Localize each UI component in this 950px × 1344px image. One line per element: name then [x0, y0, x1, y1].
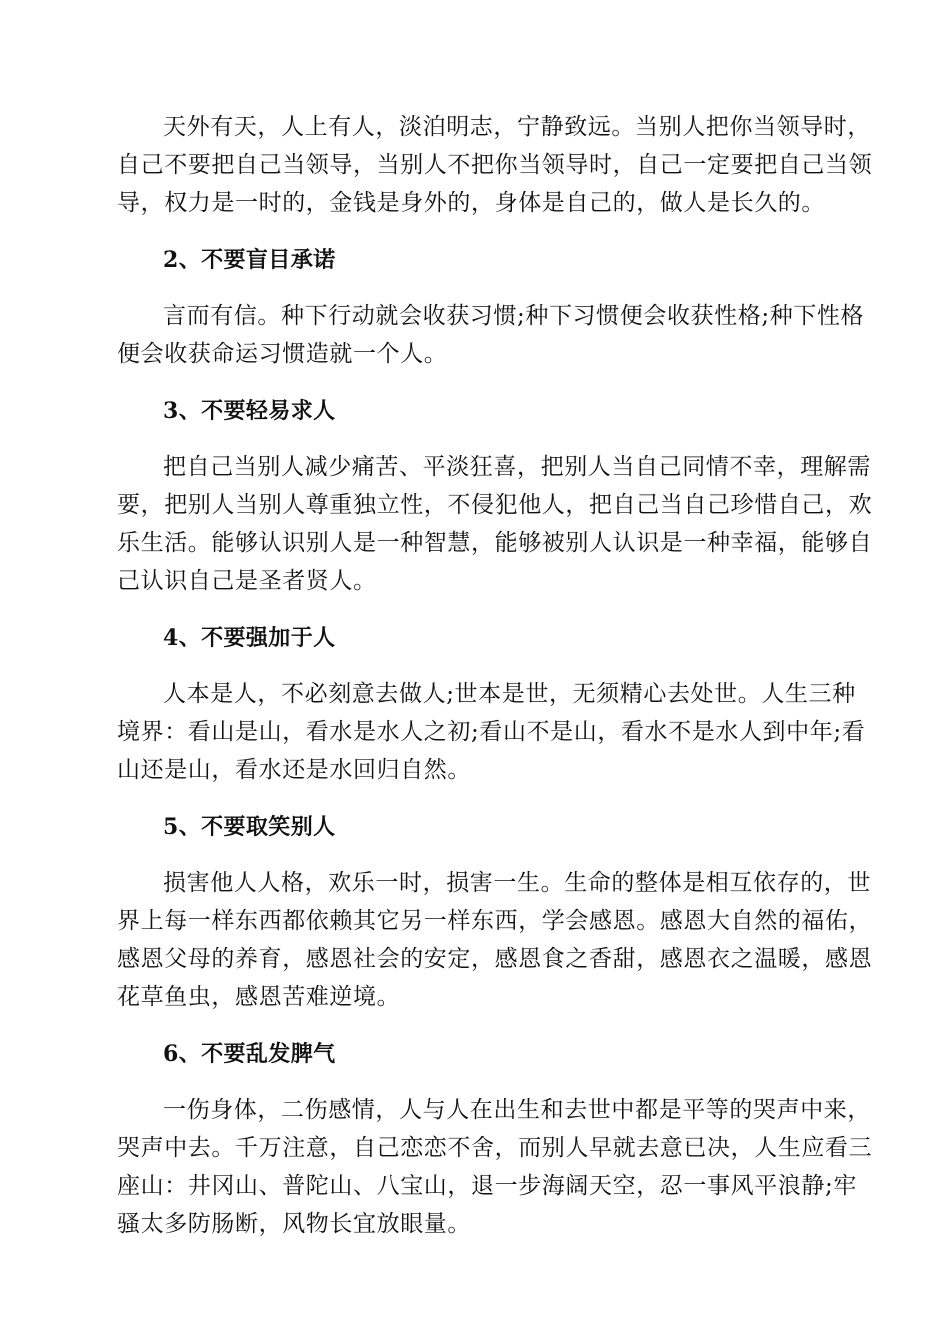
text-line: 人本是人，不必刻意去做人;世本是世，无须精心去处世。人生三种: [163, 681, 856, 707]
text-line: 山还是山，看水还是水回归自然。: [117, 757, 471, 783]
text-line: 骚太多防肠断，风物长宜放眼量。: [117, 1211, 471, 1237]
text-line: 导，权力是一时的，金钱是身外的，身体是自己的，做人是长久的。: [117, 190, 825, 216]
section-heading-6: 6、不要乱发脾气: [163, 1041, 336, 1067]
paragraph-section-5: [117, 864, 873, 1016]
text-line: 座山：井冈山、普陀山、八宝山，退一步海阔天空，忍一事风平浪静;牢: [117, 1173, 857, 1199]
paragraph-section-3: [117, 448, 873, 600]
section-heading-4: 4、不要强加于人: [163, 625, 336, 651]
section-heading-3: 3、不要轻易求人: [163, 398, 336, 424]
text-line: 要，把别人当别人尊重独立性，不侵犯他人，把自己当自己珍惜自己，欢: [117, 492, 873, 518]
paragraph-section-2: [117, 297, 865, 373]
text-line: 己认识自己是圣者贤人。: [117, 568, 377, 594]
section-heading-5: 5、不要取笑别人: [163, 814, 336, 840]
text-line: 界上每一样东西都依赖其它另一样东西，学会感恩。感恩大自然的福佑，: [117, 908, 873, 934]
text-line: 天外有天，人上有人，淡泊明志，宁静致远。当别人把你当领导时，: [163, 114, 871, 140]
paragraph-section-4: [117, 675, 866, 789]
paragraph-intro: [117, 108, 873, 222]
text-line: 自己不要把自己当领导，当别人不把你当领导时，自己一定要把自己当领: [117, 152, 873, 178]
text-line: 花草鱼虫，感恩苦难逆境。: [117, 984, 401, 1010]
document-page: [117, 108, 873, 1243]
text-line: 一伤身体，二伤感情，人与人在出生和去世中都是平等的哭声中来，: [163, 1097, 871, 1123]
text-line: 境界：看山是山，看水是水人之初;看山不是山，看水不是水人到中年;看: [117, 719, 866, 745]
text-line: 言而有信。种下行动就会收获习惯;种下习惯便会收获性格;种下性格: [163, 303, 865, 329]
section-heading-2: 2、不要盲目承诺: [163, 247, 336, 273]
text-line: 哭声中去。千万注意，自己恋恋不舍，而别人早就去意已决，人生应看三: [117, 1135, 873, 1161]
text-line: 感恩父母的养育，感恩社会的安定，感恩食之香甜，感恩衣之温暖，感恩: [117, 946, 873, 972]
text-line: 便会收获命运习惯造就一个人。: [117, 341, 448, 367]
paragraph-section-6: [117, 1091, 873, 1243]
text-line: 损害他人人格，欢乐一时，损害一生。生命的整体是相互依存的，世: [163, 870, 871, 896]
text-line: 乐生活。能够认识别人是一种智慧，能够被别人认识是一种幸福，能够自: [117, 530, 873, 556]
text-line: 把自己当别人减少痛苦、平淡狂喜，把别人当自己同情不幸，理解需: [163, 454, 871, 480]
